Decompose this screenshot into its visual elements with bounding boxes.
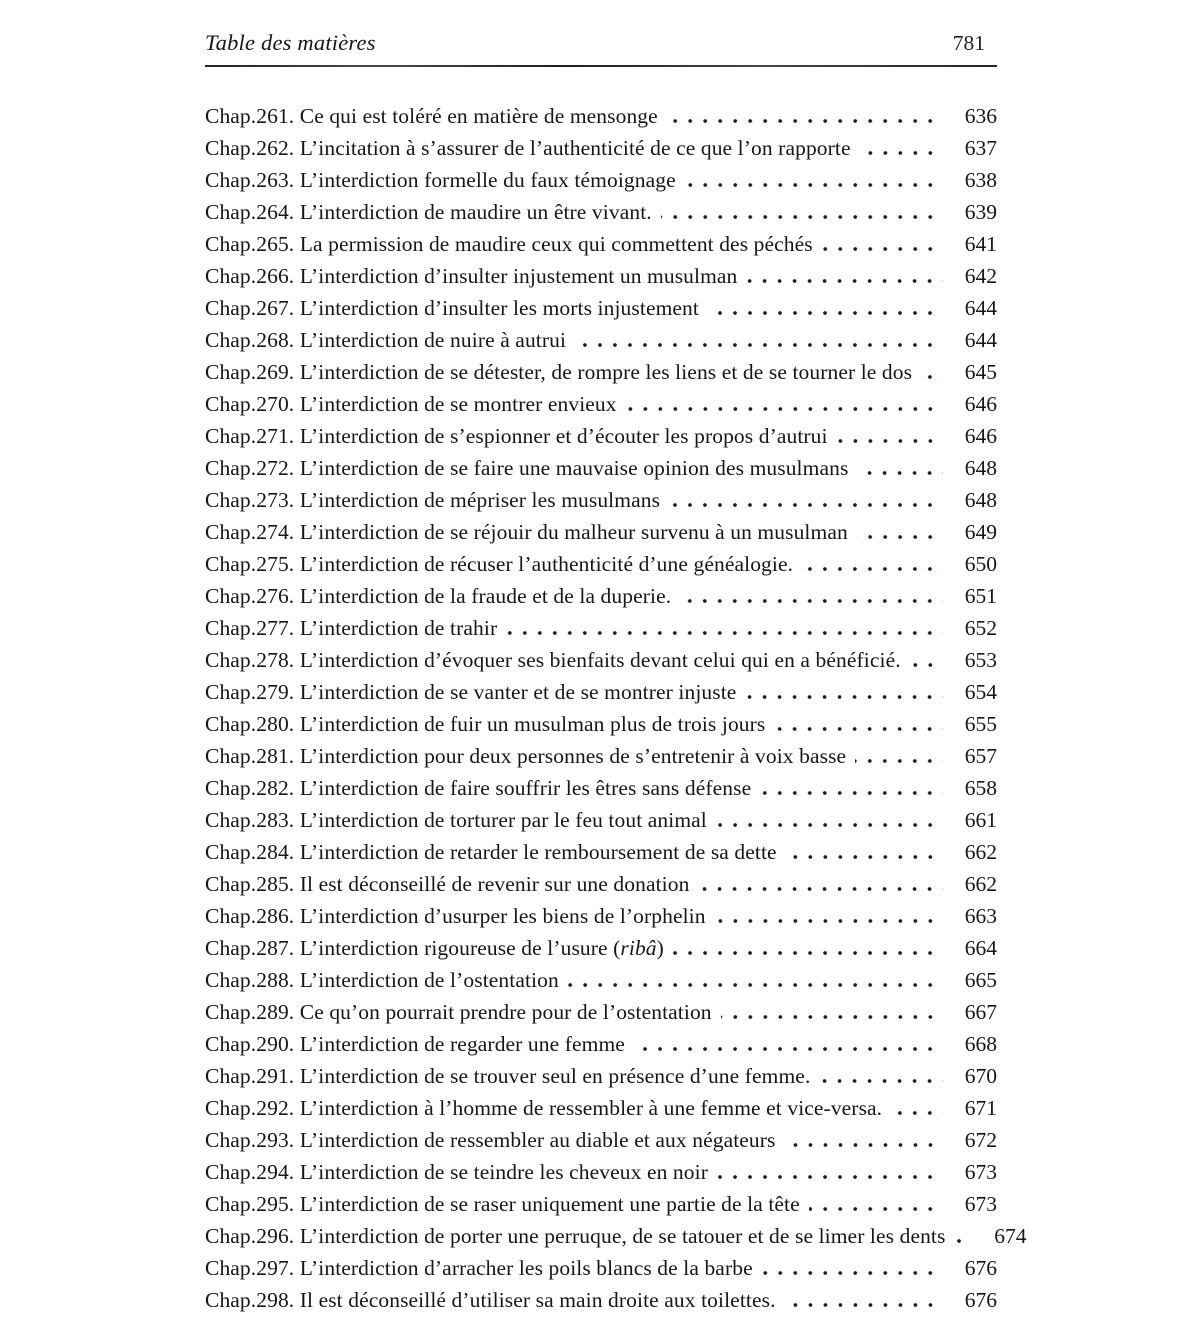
toc-entry-page-number: 636 xyxy=(964,104,997,128)
toc-entry-title-part: ) xyxy=(656,936,664,960)
toc-entry-row xyxy=(205,644,997,676)
toc-entry-row xyxy=(205,484,997,516)
toc-entry-title: Chap.273. L’interdiction de mépriser les musulmans xyxy=(205,488,661,512)
toc-entry-row xyxy=(205,740,997,772)
toc-entry-page-number: 672 xyxy=(964,1128,997,1152)
toc-entry-page-number: 662 xyxy=(964,872,997,896)
toc-entry-title: Chap.295. L’interdiction de se raser uniquement une partie de la tête xyxy=(205,1192,800,1216)
toc-entry-title: Chap.284. L’interdiction de retarder le remboursement de sa dette xyxy=(205,840,777,864)
toc-entry-page-number: 642 xyxy=(964,264,997,288)
running-head-title: Table des matières xyxy=(205,30,376,55)
dot-leader xyxy=(685,183,943,187)
toc-entry-row xyxy=(205,196,997,228)
dot-leader xyxy=(921,375,943,379)
toc-entry-title: Chap.277. L’interdiction de trahir xyxy=(205,616,498,640)
toc-entry-page-number: 658 xyxy=(964,776,997,800)
toc-entry-page-number: 676 xyxy=(964,1288,997,1312)
toc-entry-title: Chap.287. L’interdiction rigoureuse de l’usure (ribâ) xyxy=(205,936,664,960)
toc-entry-row xyxy=(205,676,997,708)
dot-leader xyxy=(857,471,943,475)
toc-entry-page-number: 639 xyxy=(964,200,997,224)
toc-entry-page-number: 676 xyxy=(964,1256,997,1280)
dot-leader xyxy=(626,407,943,411)
toc-entry-row xyxy=(205,836,997,868)
toc-entry-row xyxy=(205,1060,997,1092)
dot-leader xyxy=(506,631,943,635)
dot-leader xyxy=(910,663,943,667)
toc-entry-title: Chap.270. L’interdiction de se montrer envieux xyxy=(205,392,617,416)
toc-entry-row xyxy=(205,996,997,1028)
dot-leader xyxy=(785,1303,943,1307)
dot-leader xyxy=(786,855,943,859)
toc-entry-page-number: 651 xyxy=(964,584,997,608)
toc-entry-page-number: 638 xyxy=(964,168,997,192)
toc-entry-row xyxy=(205,420,997,452)
toc-entry-title-italic-part: ribâ xyxy=(620,936,657,960)
toc-entry-title: Chap.267. L’interdiction d’insulter les morts injustement xyxy=(205,296,699,320)
toc-entry-page-number: 668 xyxy=(964,1032,997,1056)
toc-entry-row xyxy=(205,964,997,996)
dot-leader xyxy=(716,823,943,827)
toc-entry-row xyxy=(205,580,997,612)
toc-entry-page-number: 667 xyxy=(964,1000,997,1024)
toc-entry-page-number: 641 xyxy=(964,232,997,256)
toc-entry-page-number: 648 xyxy=(964,488,997,512)
toc-entry-title: Chap.271. L’interdiction de s’espionner et d’écouter les propos d’autrui xyxy=(205,424,828,448)
toc-entry-page-number: 661 xyxy=(964,808,997,832)
toc-entry-page-number: 637 xyxy=(964,136,997,160)
dot-leader xyxy=(698,887,943,891)
toc-entry-page-number: 648 xyxy=(964,456,997,480)
toc-entry-title-part: L’interdiction rigoureuse de l’usure ( xyxy=(299,936,621,960)
toc-entry-row xyxy=(205,452,997,484)
toc-entry-row xyxy=(205,1252,997,1284)
dot-leader xyxy=(837,439,943,443)
dot-leader xyxy=(680,599,943,603)
dot-leader xyxy=(891,1111,943,1115)
toc-entry-title: Chap.276. L’interdiction de la fraude et de la duperie. xyxy=(205,584,672,608)
toc-entry-page-number: 673 xyxy=(964,1160,997,1184)
toc-entry-title: Chap.291. L’interdiction de se trouver seul en présence d’une femme. xyxy=(205,1064,811,1088)
header-rule xyxy=(205,65,997,67)
dot-leader xyxy=(802,567,943,571)
toc-entry-row xyxy=(205,1124,997,1156)
dot-leader xyxy=(857,535,943,539)
toc-entry-row xyxy=(205,772,997,804)
toc-entry-title: Chap.275. L’interdiction de récuser l’authenticité d’une généalogie. xyxy=(205,552,794,576)
toc-entry-row xyxy=(205,1092,997,1124)
toc-entry-row xyxy=(205,1028,997,1060)
toc-entry-title: Chap.293. L’interdiction de ressembler au diable et aux négateurs xyxy=(205,1128,776,1152)
toc-entry-title: Chap.262. L’incitation à s’assurer de l’authenticité de ce que l’on rapporte xyxy=(205,136,851,160)
toc-entry-row xyxy=(205,516,997,548)
toc-entry-row xyxy=(205,100,997,132)
toc-entry-title: Chap.279. L’interdiction de se vanter et de se montrer injuste xyxy=(205,680,737,704)
toc-entry-page-number: 670 xyxy=(964,1064,997,1088)
dot-leader xyxy=(809,1207,943,1211)
toc-entry-title: Chap.274. L’interdiction de se réjouir du malheur survenu à un musulman xyxy=(205,520,848,544)
toc-entry-row xyxy=(205,228,997,260)
dot-leader xyxy=(819,1079,943,1083)
toc-entry-page-number: 674 xyxy=(994,1224,1027,1248)
toc-entry-title: Chap.288. L’interdiction de l’ostentation xyxy=(205,968,559,992)
toc-entry-page-number: 657 xyxy=(964,744,997,768)
dot-leader xyxy=(717,1175,943,1179)
toc-entry-page-number: 665 xyxy=(964,968,997,992)
dot-leader xyxy=(715,919,943,923)
toc-entry-page-number: 662 xyxy=(964,840,997,864)
toc-entry-title: Chap.290. L’interdiction de regarder une femme xyxy=(205,1032,625,1056)
dot-leader xyxy=(721,1015,943,1019)
toc-entry-row xyxy=(205,900,997,932)
dot-leader xyxy=(762,1271,943,1275)
toc-entry-page-number: 671 xyxy=(964,1096,997,1120)
toc-entry-title: Chap.286. L’interdiction d’usurper les biens de l’orphelin xyxy=(205,904,706,928)
toc-entry-row xyxy=(205,260,997,292)
toc-entry-row xyxy=(205,1188,997,1220)
toc-entry-title: Chap.292. L’interdiction à l’homme de ressembler à une femme et vice-versa. xyxy=(205,1096,883,1120)
toc-entry-page-number: 644 xyxy=(964,328,997,352)
toc-entry-row xyxy=(205,388,997,420)
dot-leader xyxy=(575,343,943,347)
dot-leader xyxy=(954,1239,972,1243)
toc-entry-title: Chap.272. L’interdiction de se faire une mauvaise opinion des musulmans xyxy=(205,456,849,480)
dot-leader xyxy=(708,311,943,315)
toc-entry-page-number: 652 xyxy=(964,616,997,640)
running-head xyxy=(205,28,997,58)
dot-leader xyxy=(745,695,943,699)
toc-entry-page-number: 649 xyxy=(964,520,997,544)
toc-entry-title: Chap.296. L’interdiction de porter une perruque, de se tatouer et de se limer les dents xyxy=(205,1224,946,1248)
dot-leader xyxy=(568,983,943,987)
toc-entry-page-number: 644 xyxy=(964,296,997,320)
toc-entry-row xyxy=(205,292,997,324)
toc-entry-title: Chap.281. L’interdiction pour deux personnes de s’entretenir à voix basse xyxy=(205,744,847,768)
dot-leader xyxy=(860,151,943,155)
toc-entry-title: Chap.263. L’interdiction formelle du faux témoignage xyxy=(205,168,676,192)
toc-entry-row xyxy=(205,356,997,388)
toc-entry-title: Chap.280. L’interdiction de fuir un musulman plus de trois jours xyxy=(205,712,766,736)
toc-entry-title: Chap.268. L’interdiction de nuire à autrui xyxy=(205,328,567,352)
dot-leader xyxy=(669,503,943,507)
toc-entry-title: Chap.261. Ce qui est toléré en matière de mensonge xyxy=(205,104,658,128)
toc-entry-row xyxy=(205,804,997,836)
dot-leader xyxy=(774,727,943,731)
dot-leader xyxy=(661,215,943,219)
toc-entry-title: Chap.269. L’interdiction de se détester, de rompre les liens et de se tourner le dos xyxy=(205,360,913,384)
running-head-page-number: 781 xyxy=(952,31,985,55)
toc-entry-row xyxy=(205,324,997,356)
toc-entry-row xyxy=(205,1156,997,1188)
toc-entry-title: Chap.297. L’interdiction d’arracher les poils blancs de la barbe xyxy=(205,1256,753,1280)
toc-entry-page-number: 654 xyxy=(964,680,997,704)
toc-entry-title: Chap.289. Ce qu’on pourrait prendre pour de l’ostentation xyxy=(205,1000,712,1024)
toc-entry-page-number: 655 xyxy=(964,712,997,736)
table-of-contents xyxy=(205,100,1027,1316)
toc-entry-row xyxy=(205,708,997,740)
toc-entry-row xyxy=(205,868,997,900)
toc-entry-title: Chap.266. L’interdiction d’insulter injustement un musulman xyxy=(205,264,738,288)
dot-leader xyxy=(760,791,943,795)
toc-entry-title: Chap.278. L’interdiction d’évoquer ses bienfaits devant celui qui en a bénéficié. xyxy=(205,648,901,672)
toc-entry-row xyxy=(205,548,997,580)
toc-entry-page-number: 646 xyxy=(964,424,997,448)
toc-entry-row xyxy=(205,1220,1027,1252)
toc-entry-page-number: 673 xyxy=(964,1192,997,1216)
toc-entry-row xyxy=(205,132,997,164)
toc-entry-row xyxy=(205,164,997,196)
toc-entry-title: Chap.282. L’interdiction de faire souffrir les êtres sans défense xyxy=(205,776,752,800)
toc-entry-page-number: 653 xyxy=(964,648,997,672)
toc-entry-page-number: 664 xyxy=(964,936,997,960)
toc-entry-page-number: 645 xyxy=(964,360,997,384)
dot-leader xyxy=(855,759,943,763)
toc-entry-title: Chap.294. L’interdiction de se teindre les cheveux en noir xyxy=(205,1160,708,1184)
dot-leader xyxy=(667,119,943,123)
toc-entry-title: Chap.264. L’interdiction de maudire un être vivant. xyxy=(205,200,652,224)
toc-entry-page-number: 650 xyxy=(964,552,997,576)
toc-entry-row xyxy=(205,612,997,644)
dot-leader xyxy=(673,951,943,955)
toc-entry-row xyxy=(205,932,997,964)
toc-entry-title: Chap.265. La permission de maudire ceux qui commettent des péchés xyxy=(205,232,813,256)
toc-entry-title: Chap.283. L’interdiction de torturer par le feu tout animal xyxy=(205,808,707,832)
toc-entry-title: Chap.285. Il est déconseillé de revenir sur une donation xyxy=(205,872,690,896)
dot-leader xyxy=(634,1047,943,1051)
toc-entry-page-number: 663 xyxy=(964,904,997,928)
toc-entry-row xyxy=(205,1284,997,1316)
dot-leader xyxy=(746,279,943,283)
toc-entry-title: Chap.298. Il est déconseillé d’utiliser sa main droite aux toilettes. xyxy=(205,1288,776,1312)
dot-leader xyxy=(785,1143,943,1147)
toc-entry-page-number: 646 xyxy=(964,392,997,416)
dot-leader xyxy=(822,247,943,251)
